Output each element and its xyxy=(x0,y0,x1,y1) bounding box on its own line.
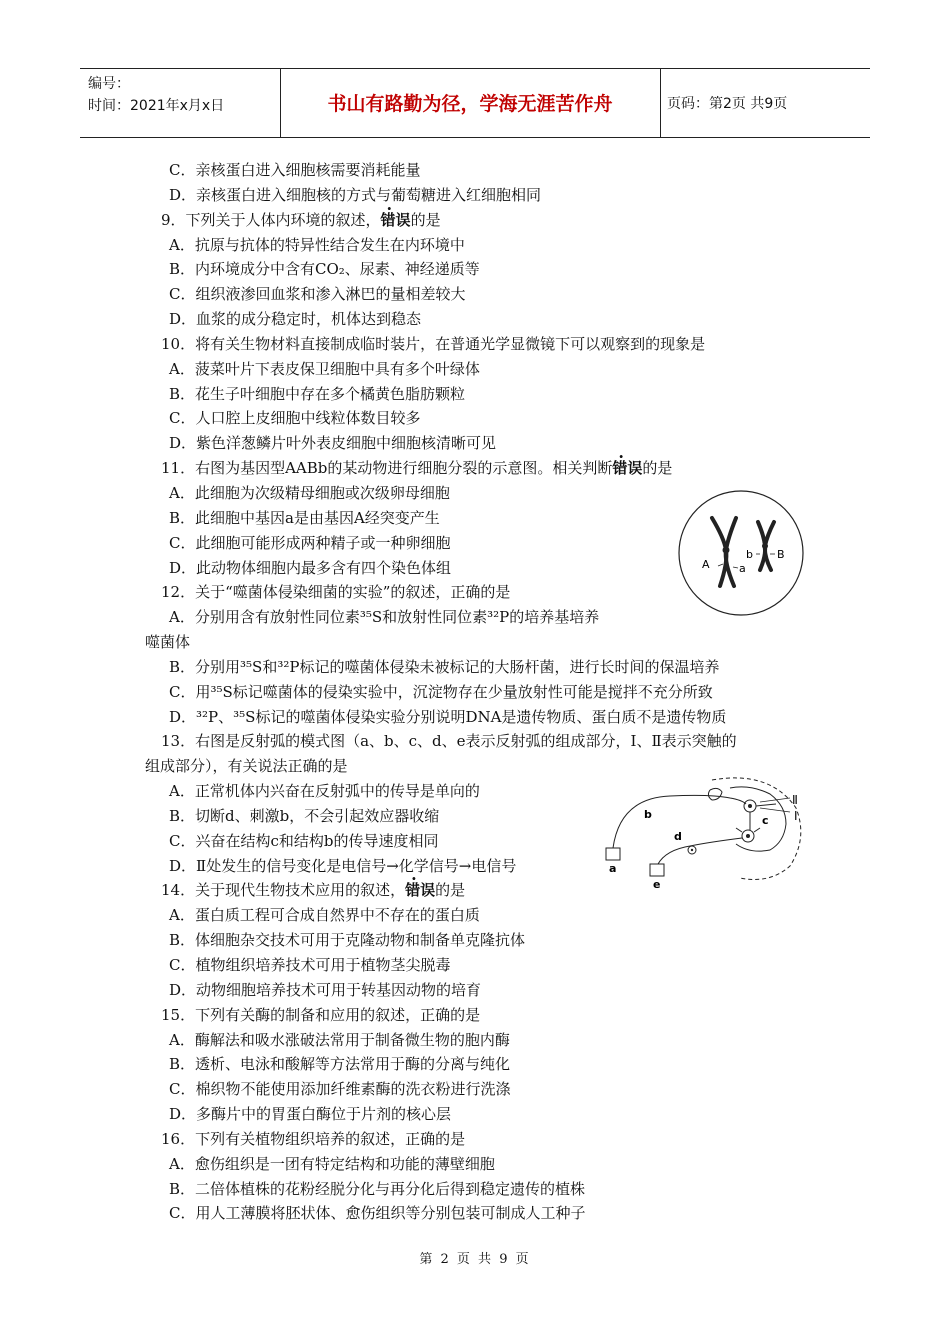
text-line: A．愈伤组织是一团有特定结构和功能的薄壁细胞 xyxy=(169,1154,495,1173)
text-line: D．Ⅱ处发生的信号变化是电信号→化学信号→电信号 xyxy=(169,856,517,875)
gene-label-a: a xyxy=(739,562,746,575)
label-I: I xyxy=(794,809,798,823)
header-divider xyxy=(280,69,281,137)
text-line: A．正常机体内兴奋在反射弧中的传导是单向的 xyxy=(169,782,480,801)
gene-label-A: A xyxy=(702,558,710,571)
text-line xyxy=(145,456,815,481)
page-header xyxy=(80,68,870,138)
text-line: C．此细胞可能形成两种精子或一种卵细胞 xyxy=(169,533,451,552)
text-line: D．³²P、³⁵S标记的噬菌体侵染实验分别说明DNA是遗传物质、蛋白质不是遗传物质 xyxy=(169,707,727,726)
text-line: 16．下列有关植物组织培养的叙述，正确的是 xyxy=(161,1129,466,1148)
text-line: B．体细胞杂交技术可用于克隆动物和制备单克隆抗体 xyxy=(169,931,526,950)
date-label: 时间：2021年x月x日 xyxy=(88,98,225,114)
text-line: B．切断d、刺激b，不会引起效应器收缩 xyxy=(169,806,440,825)
question-body xyxy=(145,158,815,1226)
text-line: C．组织液渗回血浆和渗入淋巴的量相差较大 xyxy=(169,285,466,304)
text-line: B．内环境成分中含有CO₂、尿素、神经递质等 xyxy=(169,260,480,279)
label-II: Ⅱ xyxy=(792,793,798,807)
line-suffix: 的是 xyxy=(435,881,466,900)
emphasis-wrong: 错误 xyxy=(380,210,411,229)
label-c: c xyxy=(762,814,769,827)
text-line: 10．将有关生物材料直接制成临时装片，在普通光学显微镜下可以观察到的现象是 xyxy=(161,334,706,353)
emphasis-wrong: 错误 xyxy=(405,881,436,900)
text-line: A．菠菜叶片下表皮保卫细胞中具有多个叶绿体 xyxy=(169,359,480,378)
text-line: 噬菌体 xyxy=(145,633,191,652)
text-line: C．用³⁵S标记噬菌体的侵染实验中，沉淀物存在少量放射性可能是搅拌不充分所致 xyxy=(169,682,713,701)
text-line: B．花生子叶细胞中存在多个橘黄色脂肪颗粒 xyxy=(169,384,466,403)
text-line: C．兴奋在结构c和结构b的传导速度相同 xyxy=(169,831,439,850)
text-line: A．酶解法和吸水涨破法常用于制备微生物的胞内酶 xyxy=(169,1030,510,1049)
text-line: D．亲核蛋白进入细胞核的方式与葡萄糖进入红细胞相同 xyxy=(169,185,542,204)
text-line: C．植物组织培养技术可用于植物茎尖脱毒 xyxy=(169,956,451,974)
page-footer: 第 2 页 共 9 页 xyxy=(419,1252,531,1267)
text-line: 组成部分），有关说法正确的是 xyxy=(145,757,348,776)
text-line: C．人口腔上皮细胞中线粒体数目较多 xyxy=(169,409,421,428)
text-line: B．二倍体植株的花粉经脱分化与再分化后得到稳定遗传的植株 xyxy=(169,1179,586,1198)
line-suffix: 的是 xyxy=(642,459,673,478)
text-line: 13．右图是反射弧的模式图（a、b、c、d、e表示反射弧的组成部分，I、Ⅱ表示突触的 xyxy=(161,732,737,751)
label-a: a xyxy=(609,862,617,875)
emphasis-wrong: 错误 xyxy=(612,459,643,478)
text-line: D．此动物体细胞内最多含有四个染色体组 xyxy=(169,558,452,577)
line-suffix: 的是 xyxy=(410,210,441,229)
text-line: 15．下列有关酶的制备和应用的叙述，正确的是 xyxy=(161,1005,481,1024)
text-line: D．紫色洋葱鳞片叶外表皮细胞中细胞核清晰可见 xyxy=(169,434,497,453)
header-motto: 书山有路勤为径，学海无涯苦作舟 xyxy=(327,93,613,115)
text-line: 12．关于“噬菌体侵染细菌的实验”的叙述，正确的是 xyxy=(161,583,511,602)
gene-label-b: b xyxy=(746,548,753,561)
text-line: C．亲核蛋白进入细胞核需要消耗能量 xyxy=(169,161,421,179)
text-line: B．此细胞中基因a是由基因A经突变产生 xyxy=(169,508,440,527)
label-d: d xyxy=(674,830,682,843)
label-b: b xyxy=(644,808,652,821)
text-line: A．抗原与抗体的特异性结合发生在内环境中 xyxy=(169,235,465,254)
text-line: D．多酶片中的胃蛋白酶位于片剂的核心层 xyxy=(169,1105,452,1124)
line-prefix: 9．下列关于人体内环境的叙述， xyxy=(161,210,381,229)
text-line: A．此细胞为次级精母细胞或次级卵母细胞 xyxy=(169,483,450,502)
text-line: D．血浆的成分稳定时，机体达到稳态 xyxy=(169,310,422,329)
text-line: C．用人工薄膜将胚状体、愈伤组织等分别包装可制成人工种子 xyxy=(169,1204,586,1223)
text-line: C．棉织物不能使用添加纤维素酶的洗衣粉进行洗涤 xyxy=(169,1080,511,1099)
line-prefix: 11．右图为基因型AABb的某动物进行细胞分裂的示意图。相关判断 xyxy=(161,459,613,478)
text-line: B．透析、电泳和酸解等方法常用于酶的分离与纯化 xyxy=(169,1055,511,1074)
line-prefix: 14．关于现代生物技术应用的叙述， xyxy=(161,881,406,900)
header-meta xyxy=(88,73,224,117)
label-e: e xyxy=(653,878,661,890)
doc-number-label: 编号： xyxy=(88,76,130,92)
reflex-arc-figure xyxy=(600,768,810,890)
gene-label-B: B xyxy=(777,548,785,561)
cell-division-figure xyxy=(676,488,806,618)
text-line: A．分别用含有放射性同位素³⁵S和放射性同位素³²P的培养基培养 xyxy=(169,608,600,627)
text-line: B．分别用³⁵S和³²P标记的噬菌体侵染未被标记的大肠杆菌，进行长时间的保温培养 xyxy=(169,657,720,676)
text-line: D．动物细胞培养技术可用于转基因动物的培育 xyxy=(169,980,482,999)
text-line xyxy=(145,208,815,233)
header-divider xyxy=(660,69,661,137)
header-page-info: 页码：第2页 共9页 xyxy=(667,96,788,112)
text-line: A．蛋白质工程可合成自然界中不存在的蛋白质 xyxy=(169,906,480,925)
